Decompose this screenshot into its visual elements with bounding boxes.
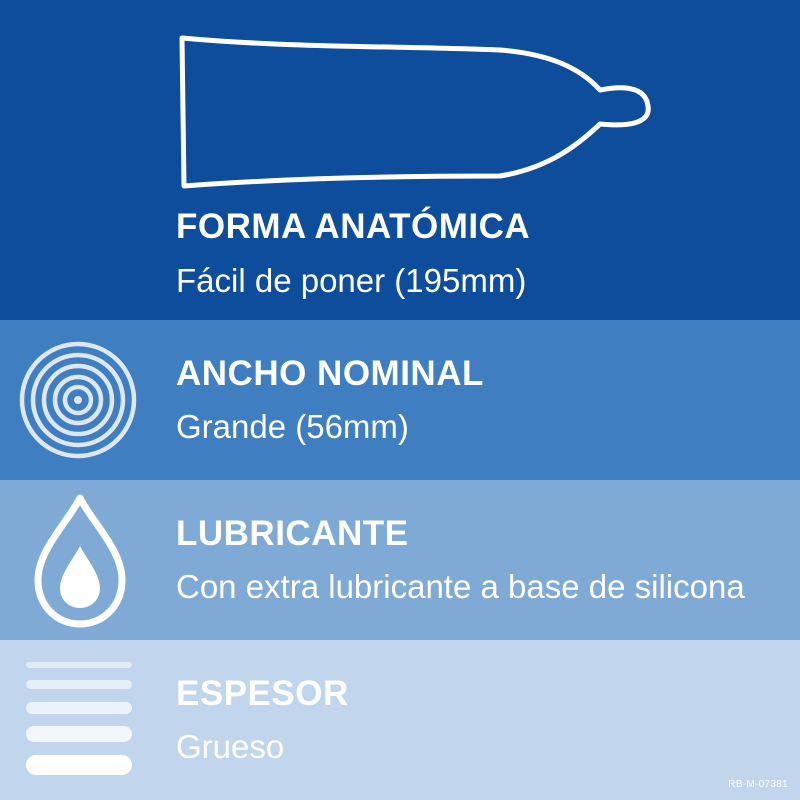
- concentric-circles-icon: [18, 340, 138, 460]
- feature-title: FORMA ANATÓMICA: [176, 207, 531, 246]
- feature-shape: [0, 0, 800, 320]
- feature-subtitle: Con extra lubricante a base de silicona: [176, 568, 745, 605]
- product-code: RB-M-07381: [728, 779, 788, 790]
- feature-title: LUBRICANTE: [176, 514, 409, 553]
- feature-subtitle: Fácil de poner (195mm): [176, 262, 527, 299]
- feature-title: ESPESOR: [176, 674, 349, 713]
- feature-subtitle: Grande (56mm): [176, 408, 409, 445]
- feature-width: [0, 320, 800, 480]
- feature-title: ANCHO NOMINAL: [176, 354, 484, 393]
- feature-lubricant: [0, 480, 800, 640]
- feature-thickness: [0, 640, 800, 800]
- drop-icon: [30, 492, 130, 632]
- feature-subtitle: Grueso: [176, 728, 285, 765]
- thickness-lines-icon: [26, 660, 134, 780]
- condom-shape-icon: [170, 28, 660, 198]
